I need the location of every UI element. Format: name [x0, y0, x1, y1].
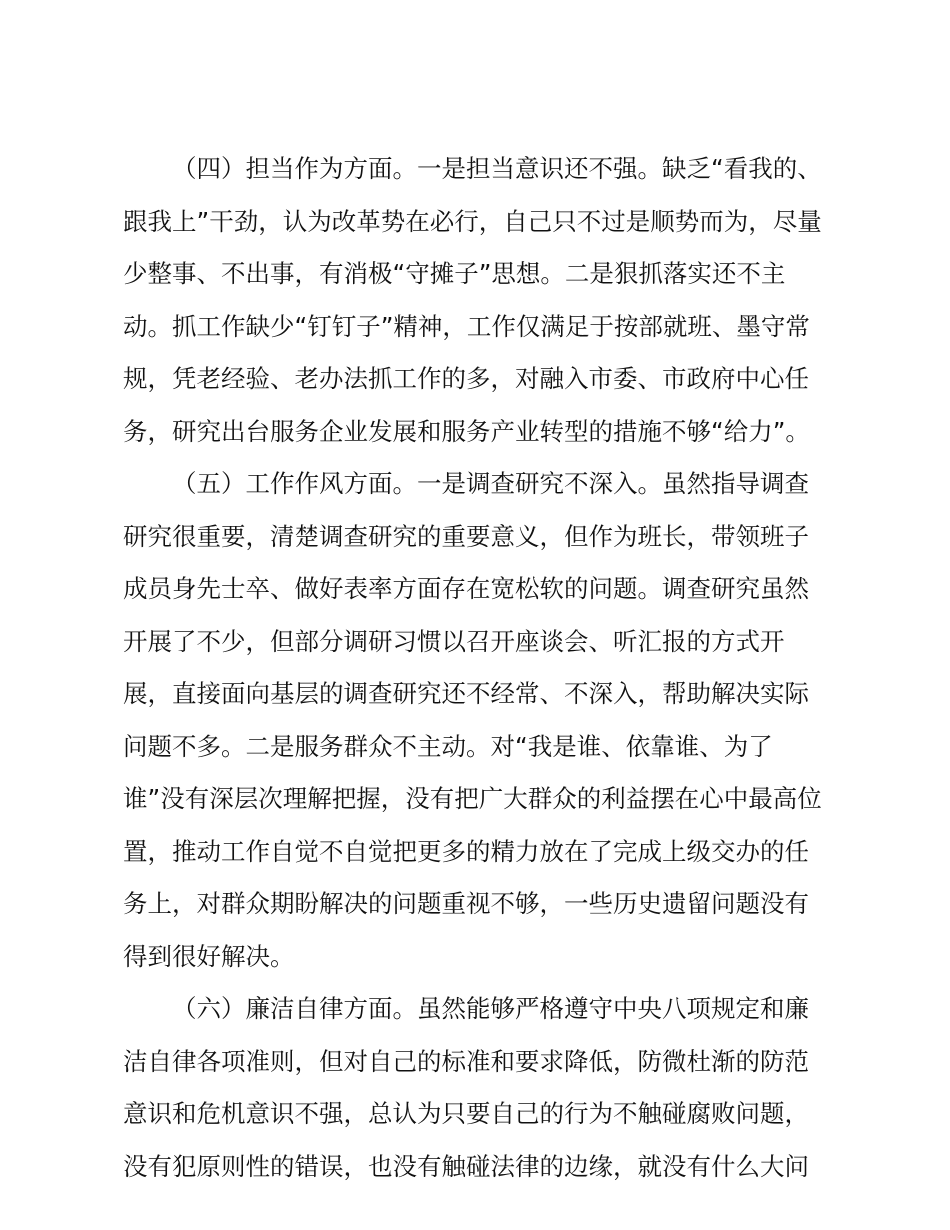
text-line: 动。抓工作缺少“钉钉子”精神，工作仅满足于按部就班、墨守常 — [123, 311, 810, 341]
text-line: 置，推动工作自觉不自觉把更多的精力放在了完成上级交办的任 — [123, 836, 809, 866]
text-line: 成员身先士卒、做好表率方面存在宽松软的问题。调查研究虽然 — [123, 574, 809, 603]
text-line: 研究很重要，清楚调查研究的重要意义，但作为班长，带领班子 — [123, 521, 809, 551]
text-line: 没有犯原则性的错误，也没有触碰法律的边缘，就没有什么大问 — [123, 1151, 809, 1181]
text-line: 务上，对群众期盼解决的问题重视不够，一些历史遗留问题没有 — [123, 889, 809, 918]
text-line: （六）廉洁自律方面。虽然能够严格遵守中央八项规定和廉 — [172, 994, 809, 1023]
text-line: 规，凭老经验、老办法抓工作的多，对融入市委、市政府中心任 — [123, 364, 809, 393]
text-line: 洁自律各项准则，但对自己的标准和要求降低，防微杜渐的防范 — [123, 1046, 809, 1076]
text-line: 开展了不少，但部分调研习惯以召开座谈会、听汇报的方式开 — [123, 626, 785, 656]
text-line: 问题不多。二是服务群众不主动。对“我是谁、依靠谁、为了 — [123, 731, 773, 761]
text-line: 少整事、不出事，有消极“守摊子”思想。二是狠抓落实还不主 — [123, 259, 786, 288]
text-line: 得到很好解决。 — [123, 941, 295, 971]
text-line: 务，研究出台服务企业发展和服务产业转型的措施不够“给力”。 — [123, 416, 810, 446]
text-line: （五）工作作风方面。一是调查研究不深入。虽然指导调查 — [172, 469, 809, 498]
text-line: 谁”没有深层次理解把握，没有把广大群众的利益摆在心中最高位 — [123, 784, 822, 813]
body-text — [123, 143, 835, 1193]
text-line: （四）担当作为方面。一是担当意识还不强。缺乏“看我的、 — [172, 154, 822, 183]
text-line: 意识和危机意识不强，总认为只要自己的行为不触碰腐败问题， — [123, 1099, 809, 1128]
text-line: 跟我上”干劲，认为改革势在必行，自己只不过是顺势而为，尽量 — [123, 206, 822, 236]
text-line: 展，直接面向基层的调查研究还不经常、不深入，帮助解决实际 — [123, 679, 809, 708]
